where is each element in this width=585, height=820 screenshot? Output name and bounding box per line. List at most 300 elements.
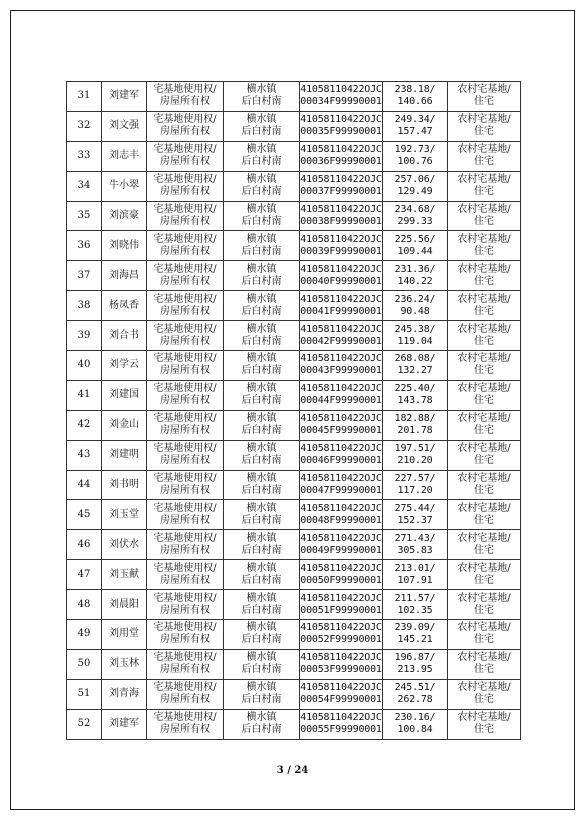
land-use-line: 住宅 [474, 365, 494, 377]
right-type-line: 宅基地使用权/ [153, 383, 217, 395]
unit-code-cell [300, 380, 383, 410]
land-use-cell [448, 261, 521, 291]
area-line: 192.73/ [394, 144, 436, 156]
location-cell [224, 560, 300, 590]
table-row [67, 291, 521, 321]
right-type-line: 宅基地使用权/ [153, 652, 217, 664]
land-use-line: 住宅 [474, 485, 494, 497]
area-line: 225.40/ [394, 383, 436, 395]
right-type-cell [147, 620, 224, 650]
unit-code-line: 41058110422OJC [300, 532, 382, 544]
records-table-body [67, 82, 521, 740]
area-cell [383, 171, 448, 201]
right-type-line: 宅基地使用权/ [153, 532, 217, 544]
land-use-cell [448, 530, 521, 560]
table-row [67, 82, 521, 112]
area-line: 102.35 [397, 604, 433, 616]
table-row [67, 111, 521, 141]
land-use-cell [448, 351, 521, 381]
area-cell [383, 440, 448, 470]
unit-code-line: 41058110422OJC [300, 263, 382, 275]
table-row [67, 261, 521, 291]
owner-name-cell: 刘晓伟 [102, 231, 147, 261]
area-cell [383, 111, 448, 141]
land-use-cell [448, 82, 521, 112]
location-cell [224, 470, 300, 500]
right-type-line: 房屋所有权 [160, 216, 210, 227]
land-use-cell [448, 111, 521, 141]
location-line: 后白村南 [241, 245, 282, 257]
row-number-cell: 50 [67, 649, 102, 679]
land-use-line: 农村宅基地/ [457, 532, 511, 544]
area-line: 257.06/ [394, 174, 436, 186]
area-cell [383, 82, 448, 112]
right-type-cell [147, 82, 224, 112]
area-line: 117.20 [397, 485, 433, 497]
unit-code-line: 00034F99990001 [300, 96, 382, 108]
unit-code-line: 00048F99990001 [300, 514, 382, 526]
area-line: 107.91 [397, 574, 433, 586]
right-type-cell [147, 141, 224, 171]
land-use-line: 住宅 [474, 335, 494, 347]
land-use-line: 农村宅基地/ [457, 622, 511, 634]
right-type-line: 房屋所有权 [160, 365, 210, 377]
location-line: 后白村南 [241, 335, 282, 347]
location-line: 后白村南 [241, 395, 282, 407]
land-use-line: 农村宅基地/ [457, 84, 511, 96]
location-cell [224, 590, 300, 620]
area-line: 132.27 [397, 365, 433, 377]
location-line: 后白村南 [241, 694, 282, 706]
right-type-line: 房屋所有权 [160, 574, 210, 586]
table-row [67, 649, 521, 679]
row-number-cell: 31 [67, 82, 102, 112]
area-cell [383, 470, 448, 500]
owner-name-cell: 刘合书 [102, 321, 147, 351]
right-type-line: 宅基地使用权/ [153, 622, 217, 634]
right-type-cell [147, 470, 224, 500]
unit-code-line: 00052F99990001 [300, 634, 382, 646]
land-use-line: 农村宅基地/ [457, 592, 511, 604]
owner-name-cell: 刘金山 [102, 410, 147, 440]
location-line: 横水镇 [246, 473, 277, 485]
unit-code-line: 00040F99990001 [300, 275, 382, 287]
unit-code-line: 00043F99990001 [300, 365, 382, 377]
area-cell [383, 141, 448, 171]
location-line: 后白村南 [241, 634, 282, 646]
area-line: 262.78 [397, 694, 433, 706]
land-use-line: 住宅 [474, 275, 494, 287]
land-use-line: 住宅 [474, 574, 494, 586]
right-type-cell [147, 231, 224, 261]
unit-code-cell [300, 171, 383, 201]
land-use-line: 农村宅基地/ [457, 443, 511, 455]
owner-name-cell: 刘志丰 [102, 141, 147, 171]
location-cell [224, 410, 300, 440]
table-row [67, 620, 521, 650]
land-use-cell [448, 679, 521, 709]
unit-code-line: 41058110422OJC [300, 502, 382, 514]
right-type-line: 宅基地使用权/ [153, 84, 217, 96]
unit-code-line: 41058110422OJC [300, 84, 382, 96]
table-row [67, 201, 521, 231]
area-line: 100.84 [397, 724, 433, 736]
table-row [67, 231, 521, 261]
area-line: 143.78 [397, 395, 433, 407]
unit-code-cell [300, 500, 383, 530]
location-cell [224, 111, 300, 141]
row-number-cell: 32 [67, 111, 102, 141]
right-type-line: 房屋所有权 [160, 544, 210, 556]
location-cell [224, 351, 300, 381]
location-line: 横水镇 [246, 562, 277, 574]
land-use-line: 住宅 [474, 186, 494, 198]
owner-name-cell: 牛小翠 [102, 171, 147, 201]
area-line: 305.83 [397, 544, 433, 556]
land-use-cell [448, 171, 521, 201]
location-cell [224, 231, 300, 261]
table-row [67, 530, 521, 560]
right-type-line: 宅基地使用权/ [153, 502, 217, 514]
land-use-line: 农村宅基地/ [457, 323, 511, 335]
land-use-line: 农村宅基地/ [457, 233, 511, 245]
area-line: 196.87/ [394, 652, 436, 664]
right-type-line: 房屋所有权 [160, 724, 210, 736]
unit-code-line: 41058110422OJC [300, 114, 382, 126]
land-use-line: 农村宅基地/ [457, 263, 511, 275]
area-cell [383, 649, 448, 679]
land-use-cell [448, 590, 521, 620]
location-cell [224, 261, 300, 291]
right-type-cell [147, 440, 224, 470]
location-line: 后白村南 [241, 156, 282, 168]
owner-name-cell: 刘学云 [102, 351, 147, 381]
right-type-line: 房屋所有权 [160, 156, 210, 168]
table-row [67, 171, 521, 201]
row-number-cell: 44 [67, 470, 102, 500]
table-row [67, 709, 521, 739]
location-cell [224, 291, 300, 321]
location-line: 横水镇 [246, 532, 277, 544]
owner-name-cell: 刘建国 [102, 380, 147, 410]
owner-name-cell: 刘书明 [102, 470, 147, 500]
unit-code-cell [300, 351, 383, 381]
table-row [67, 560, 521, 590]
land-use-cell [448, 380, 521, 410]
unit-code-line: 41058110422OJC [300, 622, 382, 634]
unit-code-line: 00037F99990001 [300, 186, 382, 198]
location-line: 后白村南 [241, 365, 282, 377]
row-number-cell: 51 [67, 679, 102, 709]
unit-code-cell [300, 530, 383, 560]
location-cell [224, 500, 300, 530]
row-number-cell: 52 [67, 709, 102, 739]
row-number-cell: 41 [67, 380, 102, 410]
land-use-line: 住宅 [474, 126, 494, 138]
land-use-cell [448, 410, 521, 440]
row-number-cell: 37 [67, 261, 102, 291]
area-line: 245.38/ [394, 323, 436, 335]
area-line: 225.56/ [394, 233, 436, 245]
right-type-line: 房屋所有权 [160, 514, 210, 526]
unit-code-line: 41058110422OJC [300, 712, 382, 724]
right-type-line: 宅基地使用权/ [153, 293, 217, 305]
location-line: 横水镇 [246, 84, 277, 96]
location-line: 后白村南 [241, 514, 282, 526]
land-use-line: 农村宅基地/ [457, 293, 511, 305]
right-type-line: 房屋所有权 [160, 634, 210, 646]
table-row [67, 470, 521, 500]
location-line: 后白村南 [241, 485, 282, 497]
table-row [67, 679, 521, 709]
location-line: 横水镇 [246, 592, 277, 604]
row-number-cell: 42 [67, 410, 102, 440]
right-type-line: 房屋所有权 [160, 275, 210, 287]
right-type-cell [147, 351, 224, 381]
owner-name-cell: 刘建军 [102, 709, 147, 739]
area-line: 182.88/ [394, 413, 436, 425]
area-line: 236.24/ [394, 293, 436, 305]
location-cell [224, 141, 300, 171]
land-use-cell [448, 141, 521, 171]
row-number-cell: 34 [67, 171, 102, 201]
land-use-line: 住宅 [474, 544, 494, 556]
right-type-line: 宅基地使用权/ [153, 473, 217, 485]
right-type-line: 房屋所有权 [160, 335, 210, 347]
owner-name-cell: 刘晨阳 [102, 590, 147, 620]
unit-code-cell [300, 141, 383, 171]
area-line: 145.21 [397, 634, 433, 646]
location-cell [224, 380, 300, 410]
unit-code-line: 00049F99990001 [300, 544, 382, 556]
location-cell [224, 530, 300, 560]
area-line: 213.01/ [394, 562, 436, 574]
area-line: 201.78 [397, 425, 433, 437]
location-line: 横水镇 [246, 682, 277, 694]
row-number-cell: 35 [67, 201, 102, 231]
right-type-line: 宅基地使用权/ [153, 114, 217, 126]
land-use-line: 农村宅基地/ [457, 353, 511, 365]
land-use-line: 农村宅基地/ [457, 682, 511, 694]
land-use-cell [448, 321, 521, 351]
area-cell [383, 679, 448, 709]
table-row [67, 380, 521, 410]
area-line: 100.76 [397, 156, 433, 168]
land-use-cell [448, 470, 521, 500]
right-type-line: 宅基地使用权/ [153, 144, 217, 156]
land-use-cell [448, 291, 521, 321]
location-line: 横水镇 [246, 413, 277, 425]
row-number-cell: 38 [67, 291, 102, 321]
area-cell [383, 560, 448, 590]
location-line: 横水镇 [246, 233, 277, 245]
right-type-line: 宅基地使用权/ [153, 712, 217, 724]
right-type-line: 宅基地使用权/ [153, 174, 217, 186]
table-row [67, 440, 521, 470]
location-cell [224, 321, 300, 351]
unit-code-line: 41058110422OJC [300, 323, 382, 335]
land-use-line: 农村宅基地/ [457, 712, 511, 724]
area-cell [383, 321, 448, 351]
land-use-cell [448, 201, 521, 231]
unit-code-line: 00041F99990001 [300, 305, 382, 317]
right-type-line: 宅基地使用权/ [153, 233, 217, 245]
area-line: 129.49 [397, 186, 433, 198]
owner-name-cell: 刘建明 [102, 440, 147, 470]
unit-code-line: 41058110422OJC [300, 473, 382, 485]
area-line: 157.47 [397, 126, 433, 138]
area-cell [383, 709, 448, 739]
right-type-line: 房屋所有权 [160, 694, 210, 706]
location-line: 横水镇 [246, 144, 277, 156]
location-line: 横水镇 [246, 443, 277, 455]
unit-code-line: 00044F99990001 [300, 395, 382, 407]
land-use-line: 农村宅基地/ [457, 174, 511, 186]
land-use-line: 住宅 [474, 96, 494, 108]
land-use-line: 住宅 [474, 664, 494, 676]
location-cell [224, 440, 300, 470]
owner-name-cell: 刘海昌 [102, 261, 147, 291]
location-line: 后白村南 [241, 664, 282, 676]
right-type-line: 房屋所有权 [160, 395, 210, 407]
unit-code-line: 00050F99990001 [300, 574, 382, 586]
right-type-cell [147, 679, 224, 709]
land-use-line: 农村宅基地/ [457, 413, 511, 425]
table-row [67, 351, 521, 381]
area-cell [383, 351, 448, 381]
unit-code-line: 00047F99990001 [300, 485, 382, 497]
area-line: 140.22 [397, 275, 433, 287]
right-type-line: 宅基地使用权/ [153, 353, 217, 365]
right-type-line: 房屋所有权 [160, 245, 210, 257]
right-type-cell [147, 321, 224, 351]
right-type-cell [147, 291, 224, 321]
land-use-line: 住宅 [474, 425, 494, 437]
page-number: 3 / 24 [276, 765, 309, 776]
right-type-cell [147, 410, 224, 440]
land-use-line: 农村宅基地/ [457, 473, 511, 485]
table-row [67, 321, 521, 351]
location-line: 后白村南 [241, 186, 282, 198]
location-line: 横水镇 [246, 353, 277, 365]
unit-code-cell [300, 82, 383, 112]
area-line: 230.16/ [394, 712, 436, 724]
right-type-line: 宅基地使用权/ [153, 443, 217, 455]
location-line: 横水镇 [246, 652, 277, 664]
unit-code-line: 00053F99990001 [300, 664, 382, 676]
right-type-cell [147, 560, 224, 590]
unit-code-line: 41058110422OJC [300, 443, 382, 455]
owner-name-cell: 刘伏水 [102, 530, 147, 560]
location-line: 横水镇 [246, 383, 277, 395]
land-use-line: 住宅 [474, 724, 494, 736]
area-line: 197.51/ [394, 443, 436, 455]
unit-code-line: 00042F99990001 [300, 335, 382, 347]
unit-code-line: 41058110422OJC [300, 652, 382, 664]
right-type-line: 房屋所有权 [160, 485, 210, 497]
land-use-line: 农村宅基地/ [457, 652, 511, 664]
owner-name-cell: 刘滨豪 [102, 201, 147, 231]
right-type-cell [147, 649, 224, 679]
owner-name-cell: 刘用堂 [102, 620, 147, 650]
location-line: 后白村南 [241, 305, 282, 317]
right-type-cell [147, 500, 224, 530]
unit-code-line: 41058110422OJC [300, 293, 382, 305]
area-cell [383, 231, 448, 261]
row-number-cell: 45 [67, 500, 102, 530]
unit-code-line: 00055F99990001 [300, 724, 382, 736]
unit-code-cell [300, 440, 383, 470]
owner-name-cell: 刘青海 [102, 679, 147, 709]
location-line: 横水镇 [246, 114, 277, 126]
owner-name-cell: 刘建军 [102, 82, 147, 112]
location-line: 后白村南 [241, 96, 282, 108]
land-use-cell [448, 620, 521, 650]
location-line: 后白村南 [241, 455, 282, 467]
right-type-line: 宅基地使用权/ [153, 592, 217, 604]
unit-code-line: 00045F99990001 [300, 425, 382, 437]
land-use-line: 农村宅基地/ [457, 562, 511, 574]
unit-code-line: 41058110422OJC [300, 233, 382, 245]
area-cell [383, 291, 448, 321]
right-type-cell [147, 201, 224, 231]
table-row [67, 141, 521, 171]
right-type-line: 宅基地使用权/ [153, 413, 217, 425]
unit-code-line: 00046F99990001 [300, 455, 382, 467]
land-use-cell [448, 560, 521, 590]
row-number-cell: 36 [67, 231, 102, 261]
area-line: 213.95 [397, 664, 433, 676]
right-type-line: 房屋所有权 [160, 305, 210, 317]
right-type-line: 宅基地使用权/ [153, 323, 217, 335]
location-cell [224, 620, 300, 650]
location-cell [224, 679, 300, 709]
right-type-line: 房屋所有权 [160, 664, 210, 676]
area-cell [383, 380, 448, 410]
location-line: 横水镇 [246, 712, 277, 724]
land-use-cell [448, 231, 521, 261]
unit-code-line: 41058110422OJC [300, 413, 382, 425]
unit-code-line: 00036F99990001 [300, 156, 382, 168]
area-cell [383, 261, 448, 291]
row-number-cell: 48 [67, 590, 102, 620]
area-line: 90.48 [400, 305, 430, 317]
location-line: 后白村南 [241, 544, 282, 556]
unit-code-cell [300, 470, 383, 500]
right-type-line: 房屋所有权 [160, 604, 210, 616]
area-line: 238.18/ [394, 84, 436, 96]
unit-code-cell [300, 231, 383, 261]
row-number-cell: 43 [67, 440, 102, 470]
right-type-line: 宅基地使用权/ [153, 263, 217, 275]
land-use-line: 住宅 [474, 694, 494, 706]
land-use-line: 住宅 [474, 514, 494, 526]
right-type-cell [147, 709, 224, 739]
location-cell [224, 171, 300, 201]
land-use-cell [448, 500, 521, 530]
owner-name-cell: 刘玉堂 [102, 500, 147, 530]
unit-code-line: 41058110422OJC [300, 204, 382, 215]
area-cell [383, 620, 448, 650]
location-line: 后白村南 [241, 216, 282, 227]
area-line: 231.36/ [394, 263, 436, 275]
area-cell [383, 201, 448, 231]
owner-name-cell: 刘玉林 [102, 649, 147, 679]
location-cell [224, 649, 300, 679]
table-row [67, 410, 521, 440]
location-cell [224, 82, 300, 112]
location-line: 后白村南 [241, 574, 282, 586]
